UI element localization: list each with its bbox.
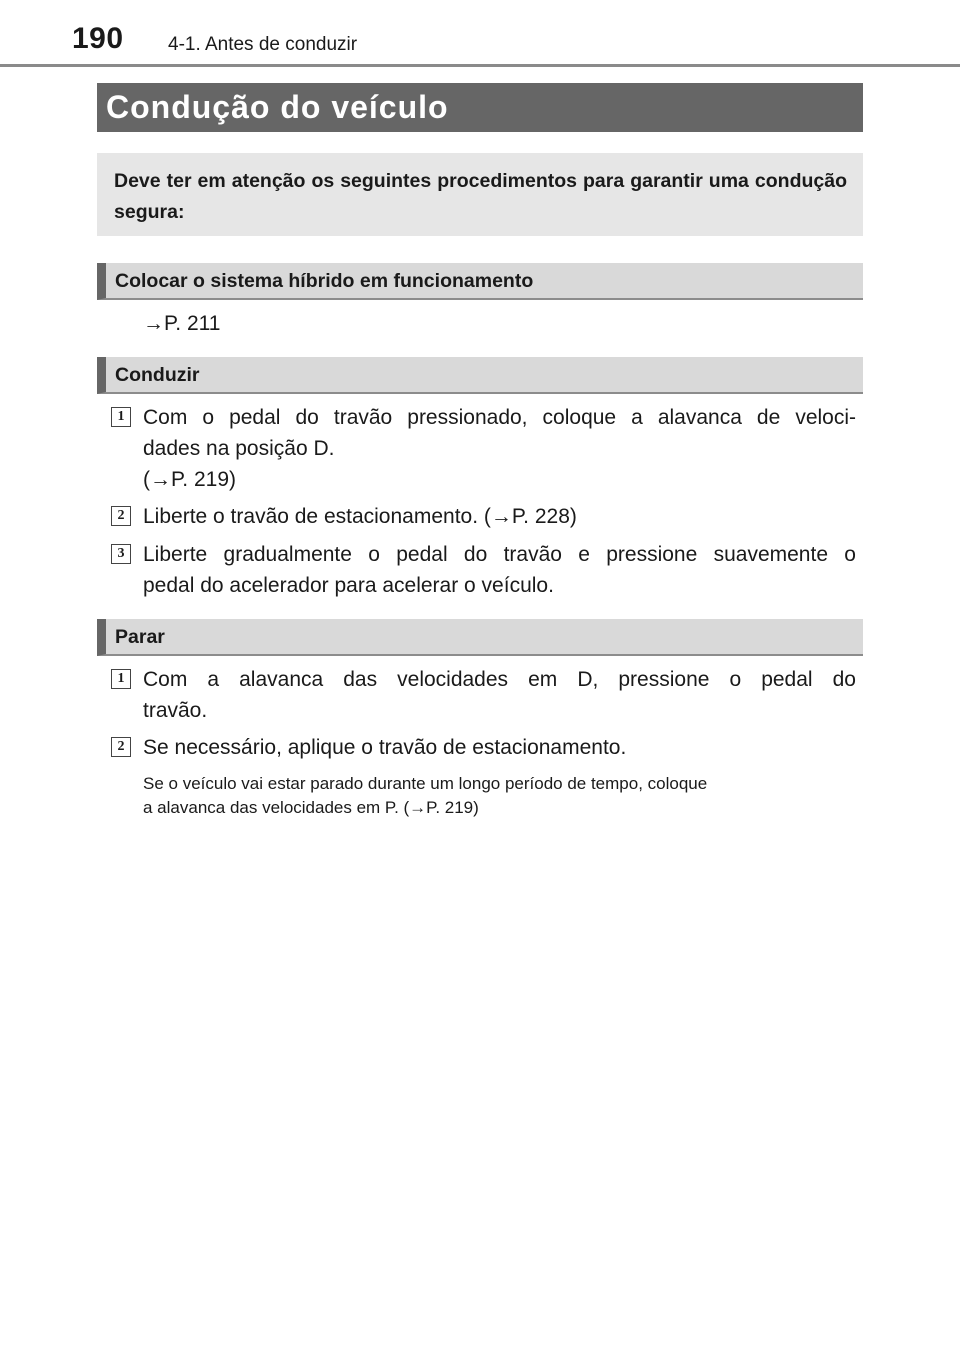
step-line: pedal do acelerador para acelerar o veículo.: [143, 574, 554, 597]
header-divider: [0, 64, 960, 67]
step-line: Liberte gradualmente o pedal do travão e pressione suavemente o: [143, 543, 856, 566]
note-line: Se o veículo vai estar parado durante um longo período de tempo, coloque: [143, 774, 708, 793]
step-number-badge: 1: [111, 669, 131, 689]
page-title: Condução do veículo: [97, 83, 863, 132]
note-text: [143, 772, 858, 820]
section-heading-stop: [97, 619, 863, 656]
intro-text: Deve ter em atenção os seguintes procedimentos para garantir uma condução segura:: [114, 170, 847, 223]
section-heading-drive: [97, 357, 863, 394]
step-number-badge: 2: [111, 506, 131, 526]
step-text-stop-1: [143, 664, 856, 726]
step-number-badge: 1: [111, 407, 131, 427]
page-header: [0, 0, 960, 68]
step-number-badge: 3: [111, 544, 131, 564]
step-line: Liberte o travão de estacionamento. (→P. 228): [143, 505, 577, 528]
step-line: Com o pedal do travão pressionado, coloque a alavanca de veloci-: [143, 406, 856, 429]
page-reference-link[interactable]: (→P. 219): [143, 468, 236, 491]
chapter-label: 4-1. Antes de conduzir: [168, 34, 358, 55]
step-text-stop-2: [143, 732, 856, 763]
step-line: dades na posição D.: [143, 437, 335, 460]
section-heading-start-hybrid-system: [97, 263, 863, 300]
step-line: travão.: [143, 699, 208, 722]
intro-box: [97, 153, 863, 236]
section-heading-label: Colocar o sistema híbrido em funcionamento: [115, 270, 534, 292]
step-line: Com a alavanca das velocidades em D, pressione o pedal do: [143, 668, 856, 691]
step-number-badge: 2: [111, 737, 131, 757]
section-heading-label: Parar: [115, 626, 165, 648]
step-text-drive-1: [143, 402, 856, 495]
page-reference-link[interactable]: →P. 211: [143, 312, 221, 335]
page-number: 190: [72, 22, 124, 55]
step-text-drive-2: [143, 501, 856, 532]
note-line: a alavanca das velocidades em P. (→P. 219): [143, 798, 479, 817]
section-heading-label: Conduzir: [115, 364, 200, 386]
step-text-drive-3: [143, 539, 856, 601]
step-line: Se necessário, aplique o travão de estacionamento.: [143, 736, 627, 759]
